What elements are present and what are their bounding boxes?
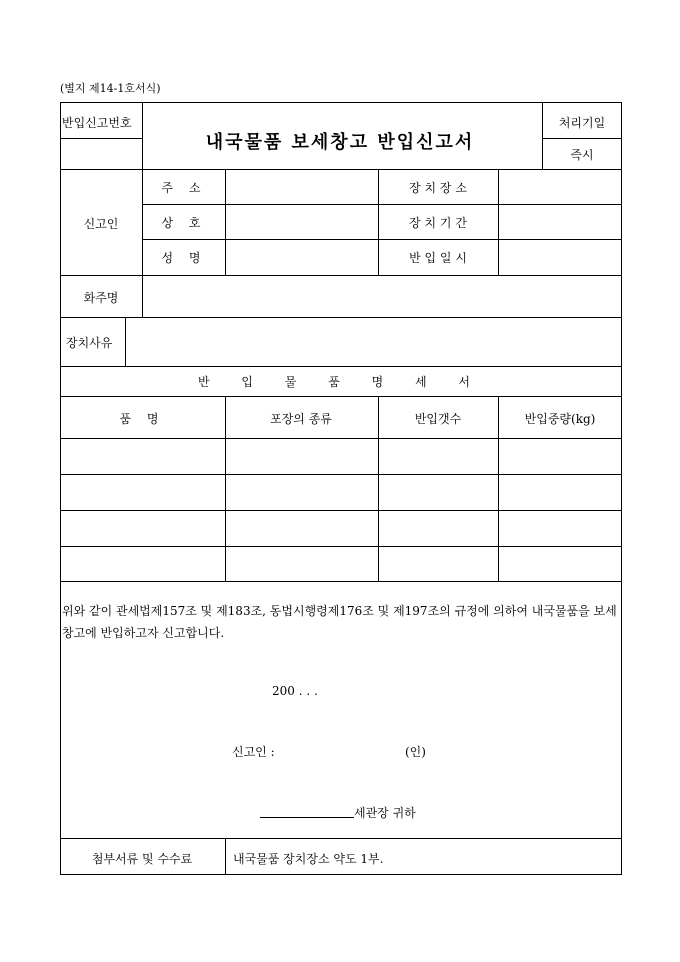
divider [60, 138, 142, 139]
divider [225, 838, 226, 875]
divider [142, 102, 143, 169]
divider [378, 396, 379, 581]
divider [60, 366, 622, 367]
divider [542, 102, 543, 169]
column-header: 품 명 [119, 412, 165, 426]
address-label: 주 소 [161, 181, 207, 195]
divider [60, 169, 622, 170]
report-number-label: 반입신고번호 [62, 116, 132, 130]
business-name-label: 상 호 [161, 216, 207, 230]
column-header: 포장의 종류 [270, 412, 332, 426]
divider [60, 317, 622, 318]
column-header: 반입중량(kg) [524, 412, 596, 426]
divider [378, 169, 379, 275]
report-form [60, 102, 622, 875]
items-section-title: 반 입 물 품 명 세 서 [197, 375, 485, 389]
divider [142, 204, 622, 205]
divider [542, 138, 622, 139]
divider [60, 438, 622, 439]
seal-mark: (인) [405, 745, 426, 759]
processing-period-value: 즉시 [570, 148, 594, 162]
declaration-text: 위와 같이 관세법제157조 및 제183조, 동법시행령제176조 및 제197조의 규정에 의하여 내국물품을 보세창고에 반입하고자 신고합니다. [62, 604, 617, 640]
divider [60, 510, 622, 511]
divider [60, 474, 622, 475]
divider [142, 169, 143, 317]
divider [60, 838, 622, 839]
divider [60, 581, 622, 582]
divider [225, 396, 226, 581]
reporter-section-label: 신고인 [83, 217, 119, 231]
form-title: 내국물품 보세창고 반입신고서 [205, 132, 475, 153]
divider [498, 169, 499, 275]
storage-reason-label: 장치사유 [66, 336, 113, 350]
divider [60, 546, 622, 547]
divider [60, 275, 622, 276]
column-header: 반입갯수 [414, 412, 462, 426]
divider [142, 239, 622, 240]
form-number-label: (별지 제14-1호서식) [60, 82, 161, 95]
divider [60, 396, 622, 397]
owner-name-label: 화주명 [83, 291, 119, 305]
name-label: 성 명 [161, 251, 207, 265]
divider [498, 396, 499, 581]
customs-office-name-field [260, 817, 354, 818]
storage-place-label: 장 치 장 소 [409, 181, 467, 195]
processing-period-label: 처리기일 [558, 116, 606, 130]
declaration-date: 200 . . . [272, 684, 318, 698]
divider [125, 317, 126, 366]
signer-label: 신고인 : [232, 745, 275, 759]
addressee-label: 세관장 귀하 [354, 806, 416, 820]
import-datetime-label: 반 입 일 시 [409, 251, 467, 265]
divider [225, 169, 226, 275]
attachments-label: 첨부서류 및 수수료 [91, 852, 193, 866]
attachments-value: 내국물품 장치장소 약도 1부. [233, 852, 384, 866]
storage-period-label: 장 치 기 간 [409, 216, 467, 230]
